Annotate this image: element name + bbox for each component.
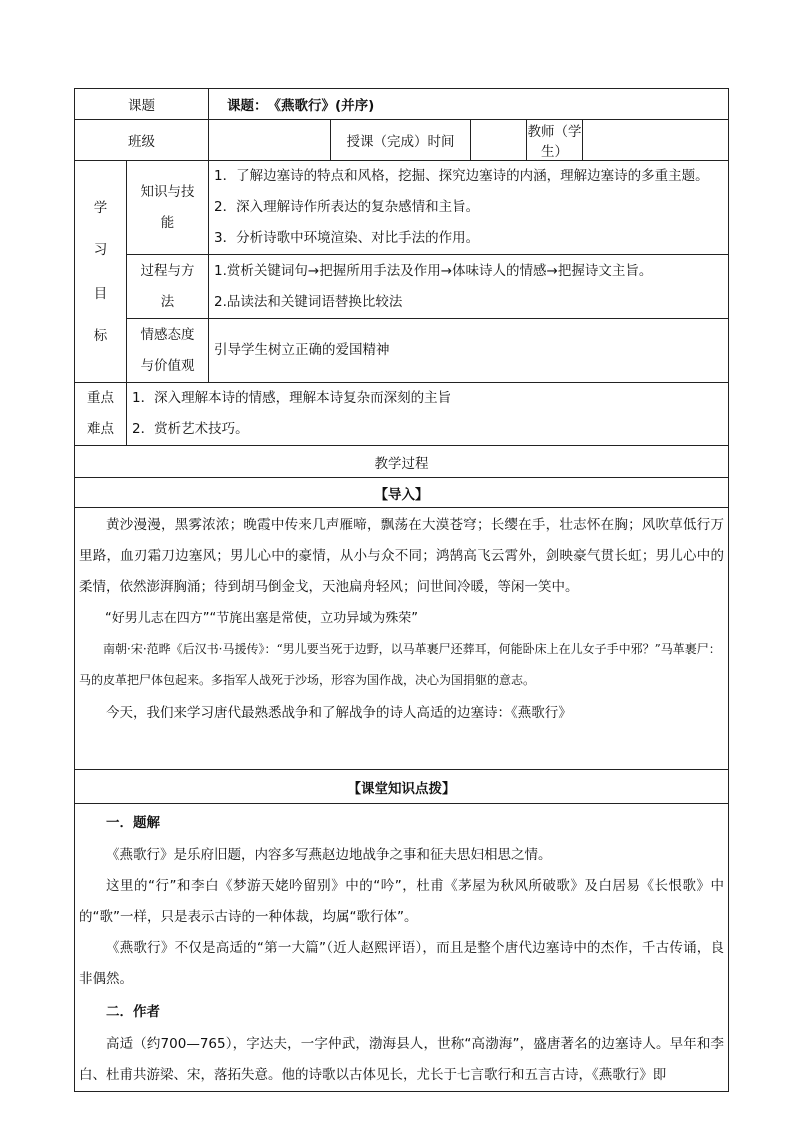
keypoints-content	[127, 383, 729, 446]
keypoints-label	[75, 383, 127, 446]
teacher-label: 教师（学生）	[527, 124, 582, 160]
process-title-cell	[75, 446, 729, 478]
knowledge-heading-cell	[75, 770, 729, 804]
attitude-label	[127, 319, 209, 383]
knowledge-heading: 【课堂知识点拨】	[347, 780, 456, 797]
knowledge-item: 1．了解边塞诗的特点和风格，挖掘、探究边塞诗的内涵，理解边塞诗的多重主题。	[214, 168, 709, 184]
process-label-line: 法	[160, 293, 175, 310]
process-item: 2.品读法和关键词语替换比较法	[214, 293, 403, 310]
keypoint-item: 1．深入理解本诗的情感，理解本诗复杂而深刻的主旨	[132, 390, 452, 406]
process-item: 1.赏析关键词句→把握所用手法及作用→体味诗人的情感→把握诗文主旨。	[214, 262, 653, 279]
course-label-cell	[75, 89, 209, 120]
objectives-char: 学	[93, 199, 108, 216]
intro-content	[75, 508, 729, 770]
knowledge-label-line: 能	[160, 214, 175, 231]
time-label: 授课（完成）时间	[346, 134, 455, 150]
time-label-cell	[331, 120, 471, 161]
keypoint-item: 2．赏析艺术技巧。	[132, 421, 249, 437]
course-label: 课题	[128, 98, 155, 114]
attitude-text: 引导学生树立正确的爱国精神	[214, 342, 390, 358]
lesson-plan-table	[74, 88, 729, 1092]
objectives-char: 标	[93, 327, 108, 344]
knowledge-section-content	[75, 804, 729, 1092]
class-label-cell	[75, 120, 209, 161]
title-heading: 一．题解	[106, 815, 160, 831]
knowledge-item: 3．分析诗歌中环境渲染、对比手法的作用。	[214, 230, 480, 246]
title-paragraph: 《燕歌行》是乐府旧题，内容多写燕赵边地战争之事和征夫思妇相思之情。	[106, 847, 552, 863]
class-value-cell	[209, 120, 331, 161]
attitude-content	[209, 319, 729, 383]
knowledge-item: 2．深入理解诗作所表达的复杂感情和主旨。	[214, 199, 480, 215]
teacher-value-cell	[583, 120, 729, 161]
author-paragraph: 高适（约700—765），字达夫，一字仲武，渤海县人，世称“高渤海”，盛唐著名的边塞诗人。早年和李白、杜甫共游梁、宋，落拓失意。他的诗歌以古体见长，尤长于七言歌行和五言古诗，《燕歌行》即	[79, 1036, 725, 1083]
intro-heading-cell	[75, 478, 729, 508]
knowledge-label-line: 知识与技	[140, 183, 195, 200]
intro-paragraph: 黄沙漫漫，黑雾浓浓；晚霞中传来几声雁啼，飘荡在大漠苍穹；长缨在手，壮志怀在胸；风吹草低行万里路，血刃霜刀边塞风；男儿心中的豪情，从小与众不同；鸿鹄高飞云霄外，剑映豪气贯长虹；男儿心中的柔情，依然澎湃胸涌；待到胡马倒金戈，天池扁舟轻风；问世间冷暖，等闲一笑中。	[79, 517, 725, 595]
process-content	[209, 255, 729, 319]
keypoints-label-line: 难点	[87, 421, 114, 437]
intro-quote: “好男儿志在四方”“节旄出塞是常使，立功异域为殊荣”	[105, 611, 418, 626]
teacher-label-cell	[527, 120, 583, 161]
intro-heading: 【导入】	[374, 486, 429, 503]
keypoints-label-line: 重点	[87, 390, 114, 406]
attitude-label-line: 情感态度	[140, 326, 195, 343]
knowledge-content	[209, 161, 729, 255]
time-value-cell	[471, 120, 527, 161]
intro-citation: 南朝·宋·范晔《后汉书·马援传》：“男儿要当死于边野，以马革裹尸还葬耳，何能卧床上在儿女子手中邪？”马革裹尸：马的皮革把尸体包起来。多指军人战死于沙场，形容为国作战，决心为国捐躯的意志。	[79, 642, 721, 687]
author-heading: 二．作者	[106, 1004, 160, 1020]
objectives-char: 目	[93, 285, 108, 302]
class-label: 班级	[128, 134, 155, 150]
intro-closing: 今天，我们来学习唐代最熟悉战争和了解战争的诗人高适的边塞诗：《燕歌行》	[106, 705, 572, 721]
objectives-section-label	[75, 161, 127, 383]
process-label	[127, 255, 209, 319]
course-title: 课题： 《燕歌行》(并序)	[227, 98, 375, 114]
knowledge-label	[127, 161, 209, 255]
title-paragraph: 《燕歌行》不仅是高适的“第一大篇”（近人赵熙评语），而且是整个唐代边塞诗中的杰作，千古传诵，良非偶然。	[79, 940, 725, 987]
process-label-line: 过程与方	[140, 262, 195, 279]
course-title-cell	[209, 89, 729, 120]
objectives-char: 习	[93, 241, 108, 258]
process-title: 教学过程	[374, 455, 429, 472]
attitude-label-line: 与价值观	[140, 357, 195, 374]
title-paragraph: 这里的“行”和李白《梦游天姥吟留别》中的“吟”，杜甫《茅屋为秋风所破歌》及白居易《长恨歌》中的“歌”一样，只是表示古诗的一种体裁，均属“歌行体”。	[79, 878, 725, 925]
